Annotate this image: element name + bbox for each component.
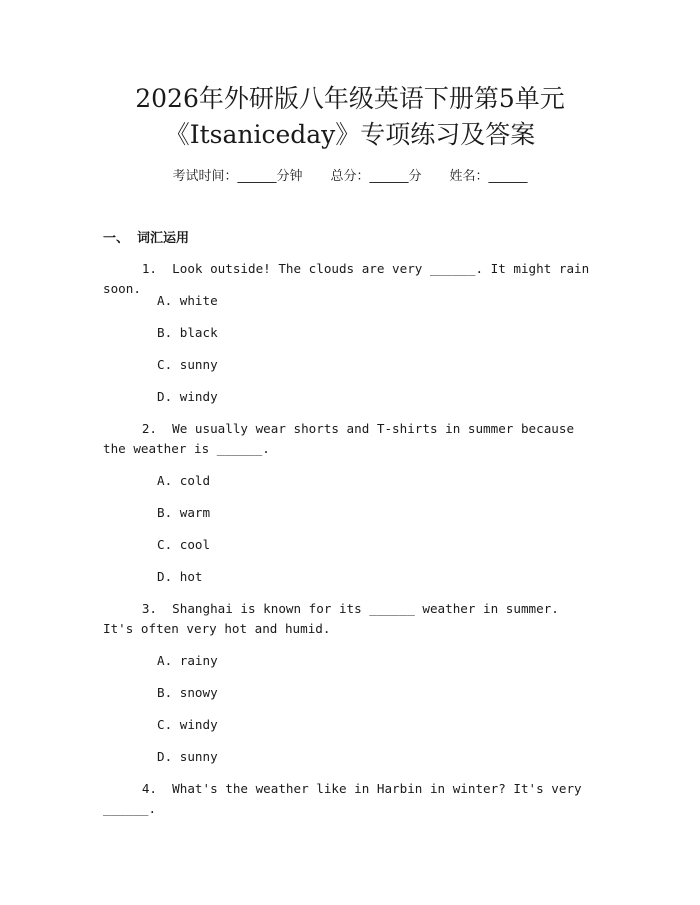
question-2-option-c: C. cool bbox=[157, 537, 211, 552]
question-1-option-d: D. windy bbox=[157, 389, 218, 404]
question-2 bbox=[103, 419, 593, 459]
question-number: 4. bbox=[141, 781, 157, 796]
question-2-option-b: B. warm bbox=[157, 505, 211, 520]
exam-time-field: 考试时间：______分钟 bbox=[172, 169, 303, 184]
question-1-option-a: A. white bbox=[157, 293, 218, 308]
question-2-option-d: D. hot bbox=[157, 569, 203, 584]
question-text: Look outside! The clouds are very ______. It might rain soon. bbox=[103, 261, 590, 296]
question-1-option-c: C. sunny bbox=[157, 357, 218, 372]
question-3-option-b: B. snowy bbox=[157, 685, 218, 700]
question-3-option-d: D. sunny bbox=[157, 749, 218, 764]
question-text: We usually wear shorts and T-shirts in summer because the weather is ______. bbox=[103, 421, 575, 456]
question-number: 2. bbox=[141, 421, 157, 436]
question-3-option-c: C. windy bbox=[157, 717, 218, 732]
exam-meta-line bbox=[0, 167, 700, 187]
question-text: Shanghai is known for its ______ weather in summer. It's often very hot and humid. bbox=[103, 601, 559, 636]
question-4 bbox=[103, 779, 593, 819]
document-title-line-1: 2026年外研版八年级英语下册第5单元 bbox=[135, 84, 565, 113]
question-3 bbox=[103, 599, 593, 639]
question-text: What's the weather like in Harbin in winter? It's very ______. bbox=[103, 781, 582, 816]
question-number: 3. bbox=[141, 601, 157, 616]
section-number: 一、 bbox=[103, 231, 130, 246]
document-title-line-2: 《Itsaniceday》专项练习及答案 bbox=[164, 120, 536, 149]
question-number: 1. bbox=[141, 261, 157, 276]
exam-name-field: 姓名：______ bbox=[449, 169, 528, 184]
section-heading bbox=[103, 229, 189, 249]
exam-score-field: 总分：______分 bbox=[330, 169, 422, 184]
section-title: 词汇运用 bbox=[137, 231, 190, 246]
question-1-option-b: B. black bbox=[157, 325, 218, 340]
question-2-option-a: A. cold bbox=[157, 473, 211, 488]
question-3-option-a: A. rainy bbox=[157, 653, 218, 668]
